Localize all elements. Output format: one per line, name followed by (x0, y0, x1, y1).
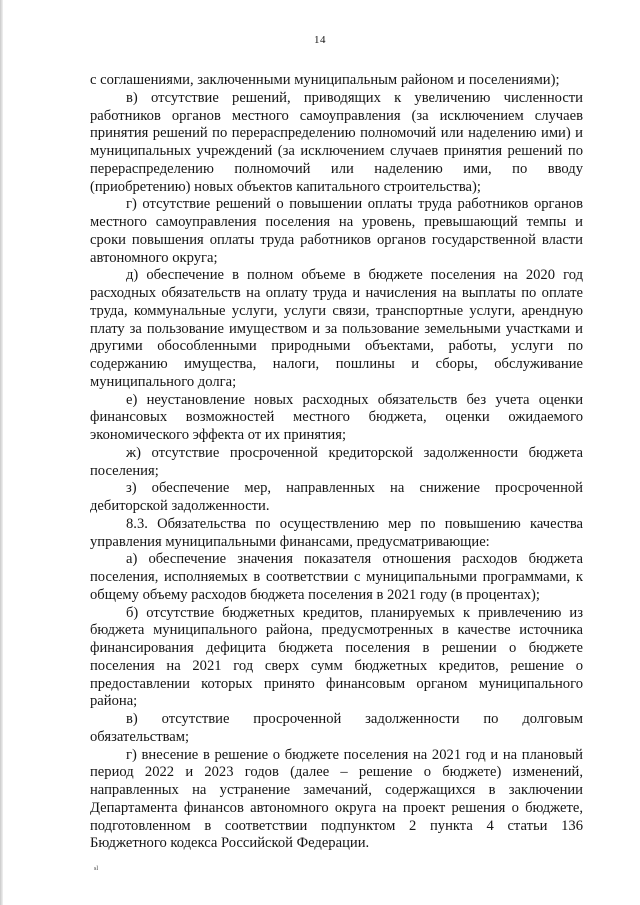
page-number: 14 (314, 34, 326, 46)
document-body (90, 72, 583, 853)
paragraph: з) обеспечение мер, направленных на снижение просроченной дебиторской задолженности. (90, 480, 583, 514)
paragraph: г) отсутствие решений о повышении оплаты труда работников органов местного самоуправления поселения на уровень, превышающий темпы и сроки повышения оплаты труда работников органов государственной власти автономного округа; (90, 196, 583, 266)
section-heading-paragraph: 8.3. Обязательства по осуществлению мер по повышению качества управления муниципальными финансами, предусматривающие: (90, 515, 583, 550)
paragraph: в) отсутствие просроченной задолженности по долговым обязательствам; (90, 711, 583, 745)
paragraph: б) отсутствие бюджетных кредитов, планируемых к привлечению из бюджета муниципального района, предусмотренных в качестве источника финансирования дефицита бюджета поселения в решении о бюджете поселения на 2021 год сверх сумм бюджетных кредитов, решение о предоставлении которых принято финансовым органом муниципального района; (90, 604, 583, 710)
paragraph: в) отсутствие решений, приводящих к увеличению численности работников органов местного самоуправления (за исключением случаев принятия решений по перераспределению полномочий или наделению ими) и муниципальных учреждений (за исключением случаев принятия решений по перераспределению полномочий или наделению ими, по вводу (приобретению) новых объектов капитального строительства); (90, 89, 583, 195)
paragraph: ж) отсутствие просроченной кредиторской задолженности бюджета поселения; (90, 444, 583, 479)
paragraph: с соглашениями, заключенными муниципальным районом и поселениями); (90, 72, 560, 88)
footer-mark: sl (94, 866, 99, 872)
paragraph: д) обеспечение в полном объеме в бюджете поселения на 2020 год расходных обязательств на оплату труда и начисления на выплаты по оплате труда, коммунальные услуги, услуги связи, транспортные услуги, арендную плату за пользование имуществом и за пользование земельными участками и другими обособленными природными объектами, работы, услуги по содержанию имущества, налоги, пошлины и сборы, обслуживание муниципального долга; (90, 267, 583, 390)
paragraph: е) неустановление новых расходных обязательств без учета оценки финансовых возможностей местного бюджета, оценки ожидаемого экономического эффекта от их принятия; (90, 391, 583, 443)
paragraph: а) обеспечение значения показателя отношения расходов бюджета поселения, исполняемых в соответствии с муниципальными программами, к общему объему расходов бюджета поселения в 2021 году (в процентах); (90, 551, 583, 603)
paragraph: г) внесение в решение о бюджете поселения на 2021 год и на плановый период 2022 и 2023 годов (далее – решение о бюджете) изменений, направленных на устранение замечаний, содержащихся в заключении Департамента финансов автономного округа на проект решения о бюджете, подготовленном в соответствии подпунктом 2 пункта 4 статьи 136 Бюджетного кодекса Российской Федерации. (90, 746, 583, 852)
scan-edge (0, 0, 3, 905)
